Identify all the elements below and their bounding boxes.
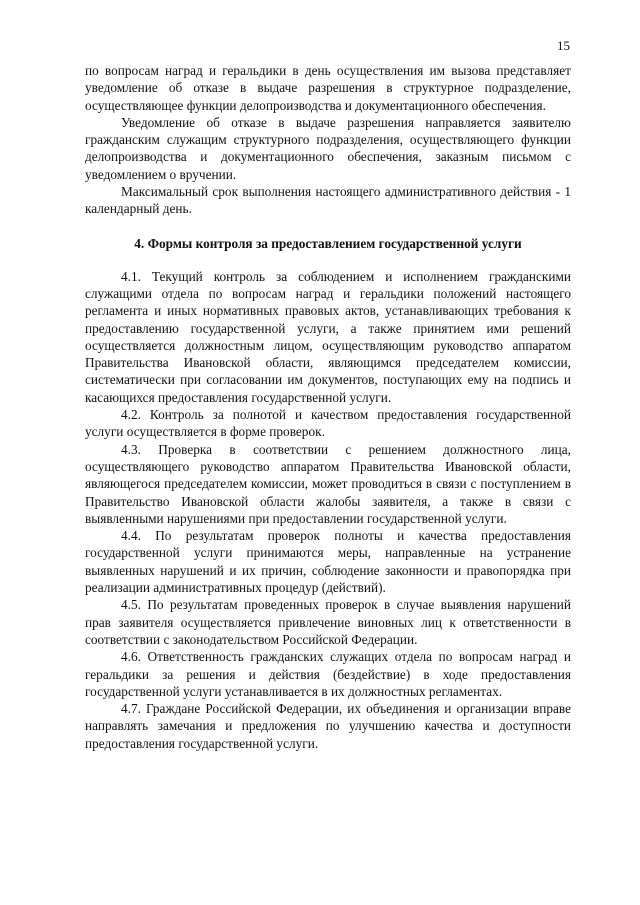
document-body (85, 62, 571, 752)
clause-4-6: 4.6. Ответственность гражданских служащих отдела по вопросам наград и геральдики за решения и действия (бездействие) в ходе предоставления государственной услуги устанавливается в их должностных регламентах. (85, 649, 571, 699)
paragraph-continuation: по вопросам наград и геральдики в день осуществления им вызова представляет уведомление об отказе в выдаче разрешения в структурное подразделение, осуществляющее функции делопроизводства и документационного обеспечения. (85, 63, 571, 113)
clause-4-5: 4.5. По результатам проведенных проверок в случае выявления нарушений прав заявителя осуществляется привлечение виновных лиц к ответственности в соответствии с законодательством Российской Федерации. (85, 597, 571, 647)
page-number: 15 (557, 38, 570, 53)
section-heading: 4. Формы контроля за предоставлением государственной услуги (134, 235, 522, 251)
clause-4-4: 4.4. По результатам проверок полноты и качества предоставления государственной услуги принимаются меры, направленные на устранение выявленных нарушений и их причин, соблюдение законности и правопорядка при реализации административных процедур (действий). (85, 528, 571, 596)
paragraph-max-term: Максимальный срок выполнения настоящего административного действия - 1 календарный день. (85, 184, 571, 217)
paragraph-refusal-notice: Уведомление об отказе в выдаче разрешения направляется заявителю гражданским служащим структурного подразделения, осуществляющего функции делопроизводства и документационного обеспечения, заказным письмом с уведомлением о вручении. (85, 114, 571, 182)
clause-4-3: 4.3. Проверка в соответствии с решением должностного лица, осуществляющего руководство аппаратом Правительства Ивановской области, являющегося председателем комиссии, может проводиться в связи с поступлением в Правительство Ивановской области жалобы заявителя, а также в связи с выявленными нарушениями при предоставлении государственной услуги. (85, 441, 571, 526)
clause-4-1: 4.1. Текущий контроль за соблюдением и исполнением гражданскими служащими отдела по вопросам наград и геральдики положений настоящего регламента и иных нормативных правовых актов, устанавливающих требования к предоставлению государственной услуги, а также принятием ими решений осуществляется должностным лицом, осуществляющим руководство аппаратом Правительства Ивановской области, являющимся председателем комиссии, систематически при согласовании им документов, поступающих ему на подпись и касающихся предоставления государственной услуги. (85, 268, 571, 405)
clause-4-2: 4.2. Контроль за полнотой и качеством предоставления государственной услуги осуществляется в форме проверок. (85, 407, 571, 440)
clause-4-7: 4.7. Граждане Российской Федерации, их объединения и организации вправе направлять замечания и предложения по улучшению качества и доступности предоставления государственной услуги. (85, 701, 571, 751)
